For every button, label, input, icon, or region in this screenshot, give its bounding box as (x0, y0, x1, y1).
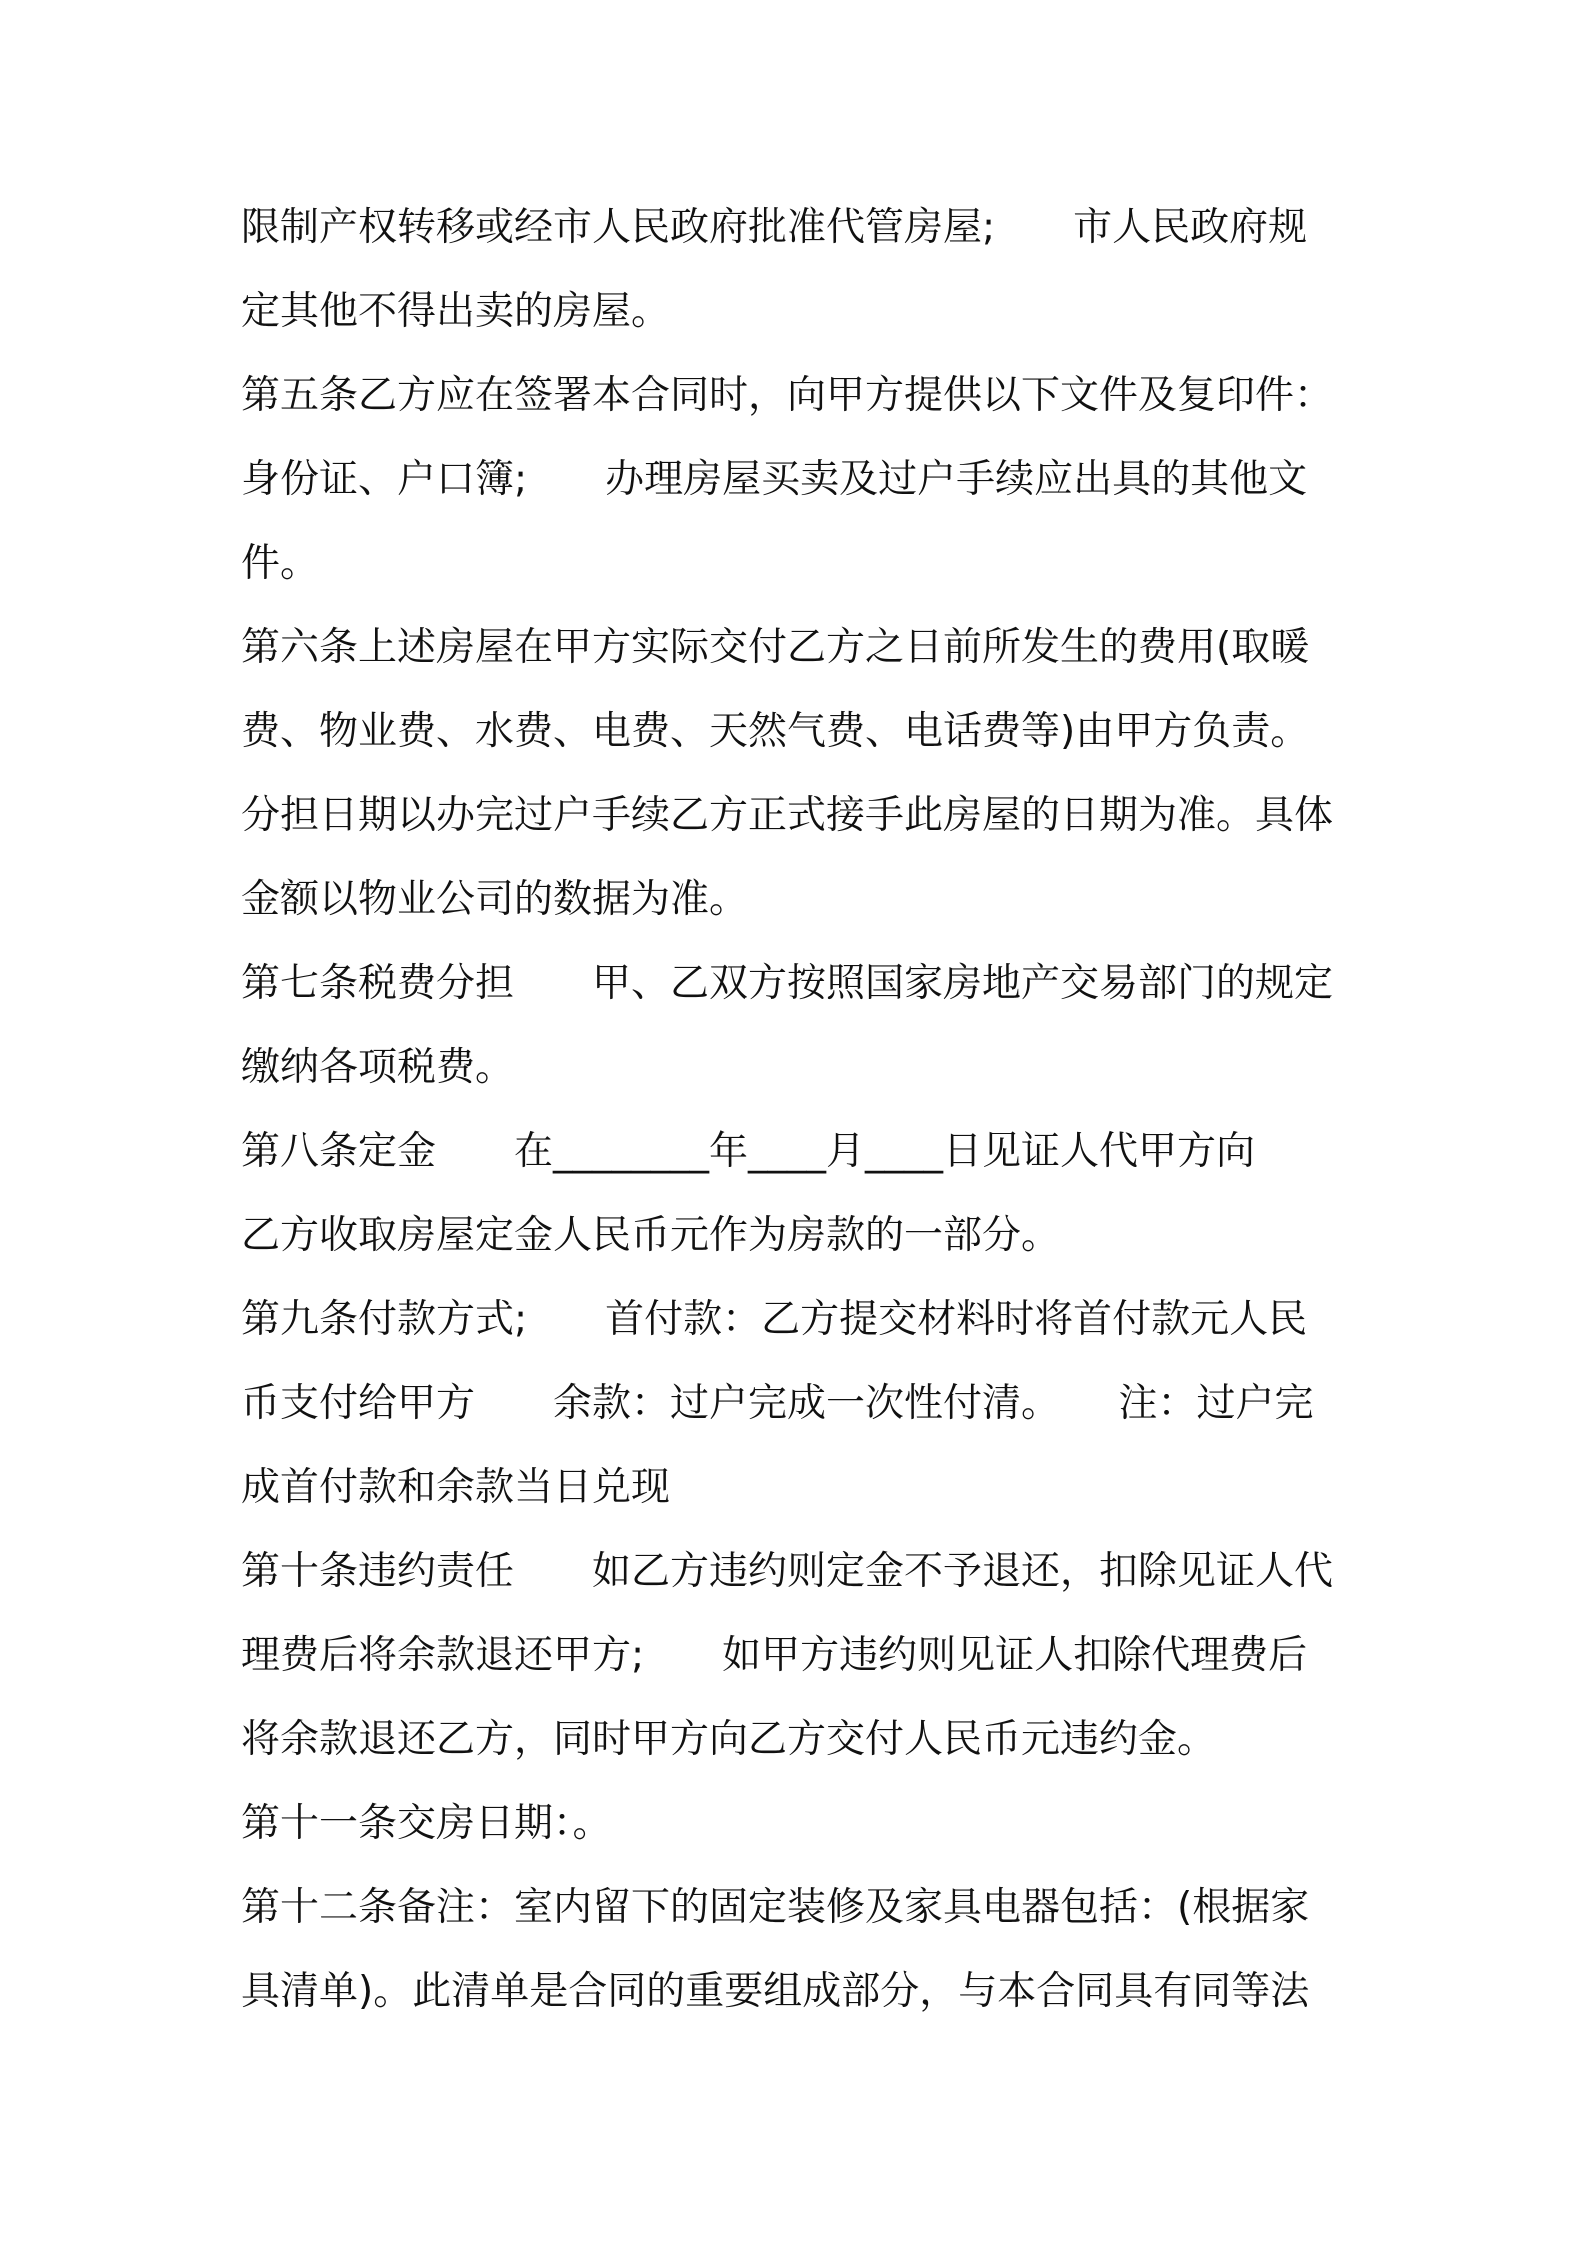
text-line: 件。 (241, 541, 320, 586)
text-line: 第七条税费分担 甲、乙双方按照国家房地产交易部门的规定 (241, 961, 1334, 1006)
text-line: 将余款退还乙方，同时甲方向乙方交付人民币元违约金。 (241, 1717, 1217, 1762)
text-line: 成首付款和余款当日兑现 (241, 1465, 671, 1510)
text-line: 币支付给甲方 余款：过户完成一次性付清。 注：过户完 (241, 1381, 1314, 1426)
text-line: 第六条上述房屋在甲方实际交付乙方之日前所发生的费用(取暖 (241, 625, 1310, 670)
text-line: 第十二条备注：室内留下的固定装修及家具电器包括：(根据家 (241, 1885, 1310, 1930)
text-line: 具清单)。此清单是合同的重要组成部分，与本合同具有同等法 (241, 1969, 1310, 2014)
text-line: 第十一条交房日期：。 (241, 1801, 612, 1846)
text-line: 缴纳各项税费。 (241, 1045, 515, 1090)
text-line: 第九条付款方式; 首付款：乙方提交材料时将首付款元人民 (241, 1297, 1308, 1342)
text-line: 费、物业费、水费、电费、天然气费、电话费等)由甲方负责。 (241, 709, 1310, 754)
text-line: 乙方收取房屋定金人民币元作为房款的一部分。 (241, 1213, 1061, 1258)
text-line: 理费后将余款退还甲方; 如甲方违约则见证人扣除代理费后 (241, 1633, 1308, 1678)
text-line: 身份证、户口簿; 办理房屋买卖及过户手续应出具的其他文 (241, 457, 1308, 502)
text-line: 第十条违约责任 如乙方违约则定金不予退还，扣除见证人代 (241, 1549, 1334, 1594)
text-line: 第八条定金 在________年____月____日见证人代甲方向 (241, 1129, 1256, 1174)
text-line: 金额以物业公司的数据为准。 (241, 877, 749, 922)
text-line: 分担日期以办完过户手续乙方正式接手此房屋的日期为准。具体 (241, 793, 1334, 838)
text-line: 定其他不得出卖的房屋。 (241, 289, 671, 334)
text-line: 第五条乙方应在签署本合同时，向甲方提供以下文件及复印件： (241, 373, 1334, 418)
text-line: 限制产权转移或经市人民政府批准代管房屋; 市人民政府规 (241, 205, 1308, 250)
